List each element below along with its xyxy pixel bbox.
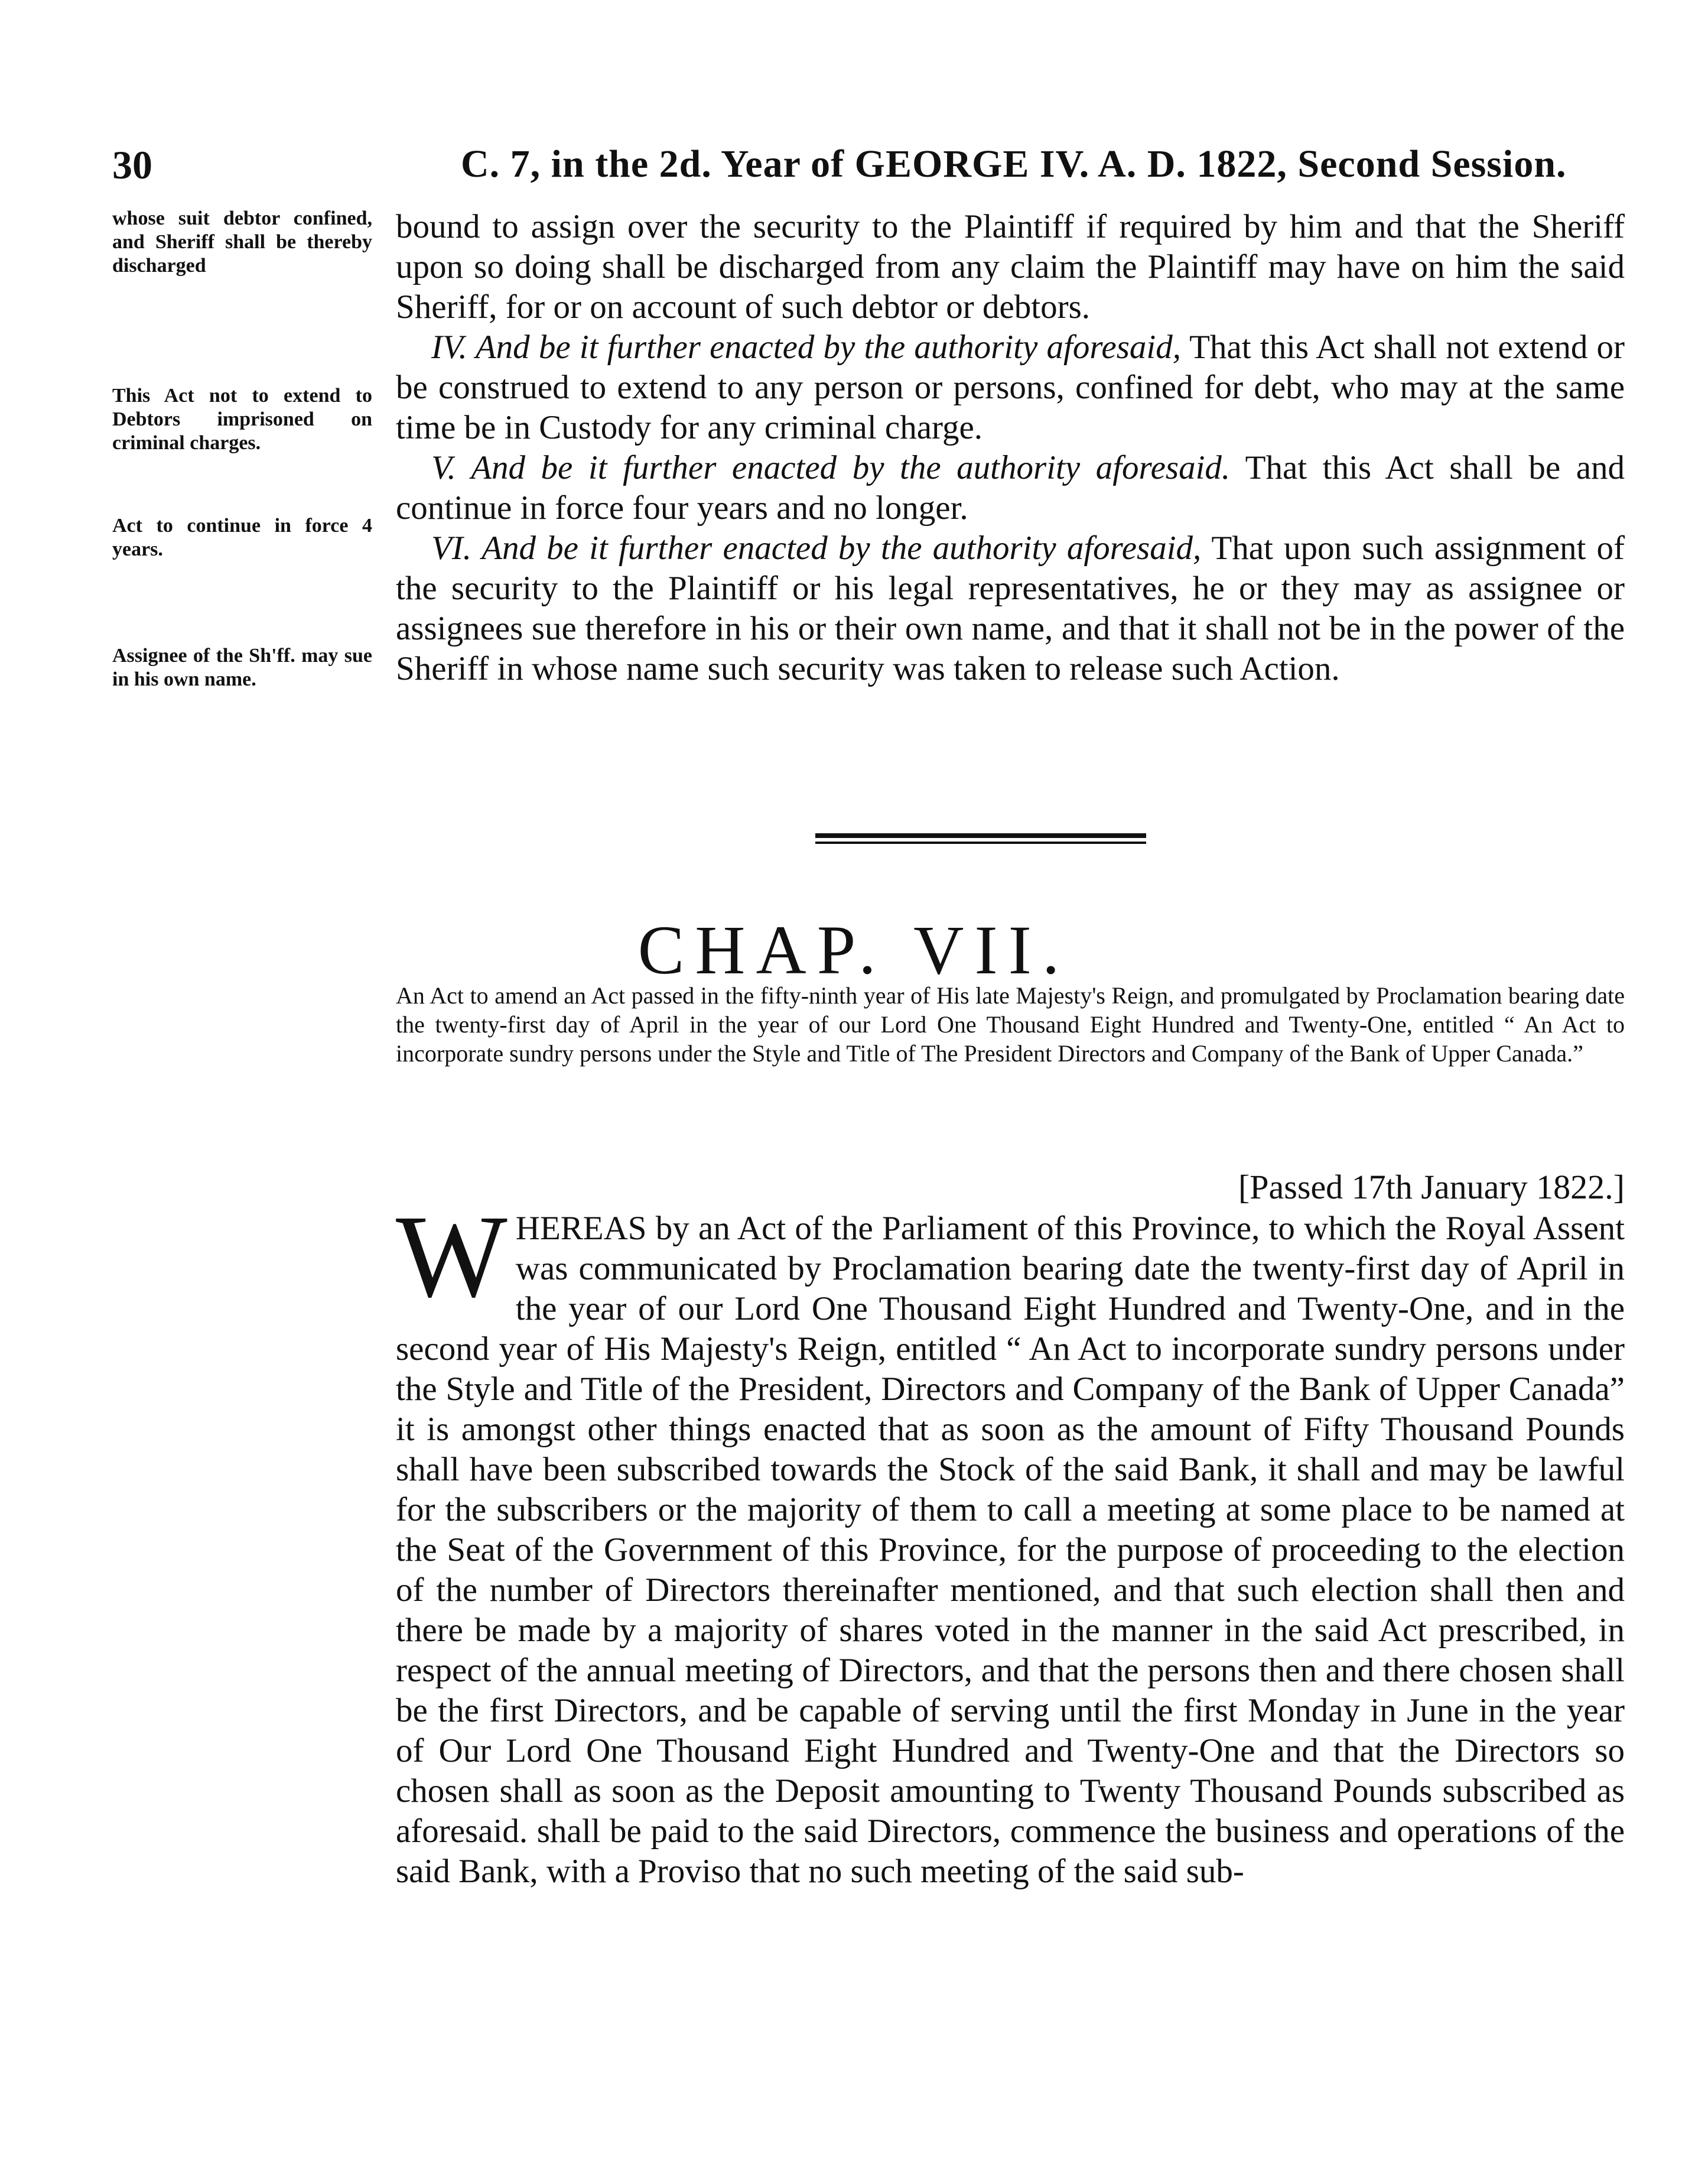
act-title: An Act to amend an Act passed in the fifty-ninth year of His late Majesty's Reign, and promulgated by Proclamation bearing date the twenty-first day of April in the year of our Lord One Thousand Eight Hundred and Twenty-One, entitled “ An Act to incorporate sundry persons under the Style and Title of The President Directors and Company of the Bank of Upper Canada.” (396, 982, 1625, 1067)
section-5 (396, 448, 1625, 528)
section-4-text: That this Act shall not extend or be construed to extend to any person or persons, confined for debt, who may at the same time be in Custody for any criminal charge. (396, 329, 1625, 446)
chapter-title: CHAP. VII. (637, 911, 1071, 989)
section-6 (396, 528, 1625, 689)
passed-date: [Passed 17th January 1822.] (1238, 1168, 1625, 1206)
running-header (112, 142, 1637, 189)
page-number: 30 (112, 142, 152, 187)
margin-note-assignee: Assignee of the Sh'ff. may sue in his own name. (112, 645, 372, 690)
section-5-text: That this Act shall be and continue in force four years and no longer. (396, 449, 1625, 527)
margin-note-duration: Act to continue in force 4 years. (112, 515, 372, 560)
section-6-lead: VI. And be it further enacted by the authority aforesaid, (431, 530, 1202, 567)
section-4 (396, 327, 1625, 448)
section-5-lead: V. And be it further enacted by the authority aforesaid. (431, 449, 1231, 486)
running-head: C. 7, in the 2d. Year of GEORGE IV. A. D. 1822, Second Session. (461, 142, 1567, 186)
section-divider-ornament (815, 833, 1146, 847)
preamble (396, 1191, 1625, 1892)
section-4-lead: IV. And be it further enacted by the authority aforesaid, (431, 329, 1181, 366)
margin-note-sheriff-discharged: whose suit debtor confined, and Sheriff shall be thereby discharged (112, 207, 372, 277)
section-6-text: That upon such assignment of the security to the Plaintiff or his legal representatives, he or they may as assignee or assignees sue therefore in his or their own name, and that it shall not be in the power of the Sheriff in whose name such security was taken to release such Action. (396, 530, 1625, 687)
act-sections (396, 207, 1625, 689)
drop-cap: W (396, 1191, 507, 1322)
margin-note-criminal-charges: This Act not to extend to Debtors imprisoned on criminal charges. (112, 385, 372, 454)
preamble-text: HEREAS by an Act of the Parliament of this Province, to which the Royal Assent was communicated by Proclamation bearing date the twenty-first day of April in the year of our Lord One Thousand Eight Hundred and Twenty-One, and in the second year of His Majesty's Reign, entitled “ An Act to incorporate sundry persons under the Style and Title of the President, Directors and Company of the Bank of Upper Canada” it is amongst other things enacted that as soon as the amount of Fifty Thousand Pounds shall have been subscribed towards the Stock of the said Bank, it shall and may be lawful for the subscribers or the majority of them to call a meeting at some place to be named at the Seat of the Government of this Province, for the purpose of proceeding to the election of the number of Directors thereinafter mentioned, and that such election shall then and there be made by a majority of shares voted in the manner in the said Act prescribed, in respect of the annual meeting of Directors, and that the persons then and there chosen shall be the first Directors, and be capable of serving until the first Monday in June in the year of Our Lord One Thousand Eight Hundred and Twenty-One and that the Directors so chosen shall as soon as the Deposit amounting to Twenty Thousand Pounds subscribed as aforesaid. shall be paid to the said Directors, commence the business and operations of the said Bank, with a Proviso that no such meeting of the said sub- (396, 1210, 1625, 1890)
section-3-continued: bound to assign over the security to the Plaintiff if required by him and that the Sheriff upon so doing shall be discharged from any claim the Plaintiff may have on him the said Sheriff, for or on account of such debtor or debtors. (396, 208, 1625, 326)
